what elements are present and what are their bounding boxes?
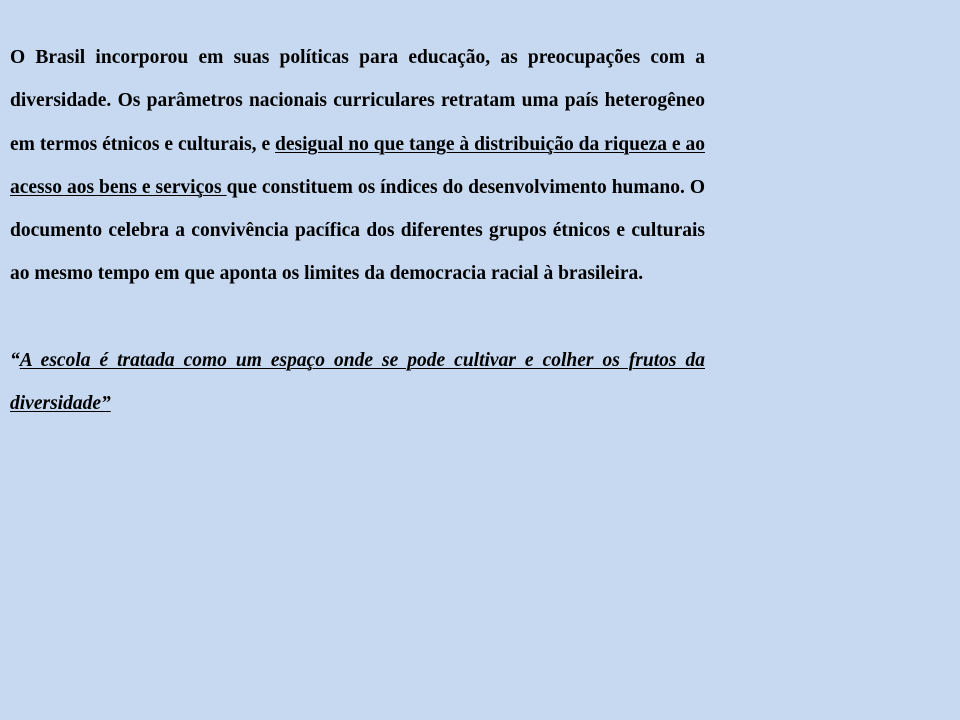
paragraph-text-end: que constituem os índices do desenvolvimento humano. O documento celebra a convivência pacífica dos diferentes grupos étnicos e culturais ao mesmo tempo em que aponta os limites da democracia racial à brasileira.: [10, 176, 705, 285]
quote-open-mark: “: [10, 349, 20, 371]
body-paragraph: [10, 36, 705, 296]
slide-text-box: [10, 36, 705, 425]
paragraph-text-start: O Brasil incorporou em suas políticas para educação, as preocupações com a diversidade. Os parâmetros nacionais curriculares retratam uma país heterogêneo em termos étnicos e culturais, e: [10, 47, 705, 155]
quote-paragraph: [10, 339, 705, 426]
quote-text: A escola é tratada como um espaço onde se pode cultivar e colher os frutos da diversidade”: [10, 349, 705, 415]
paragraph-underlined-text: desigual no que tange à distribuição da riqueza e ao acesso aos bens e serviços: [10, 133, 705, 198]
